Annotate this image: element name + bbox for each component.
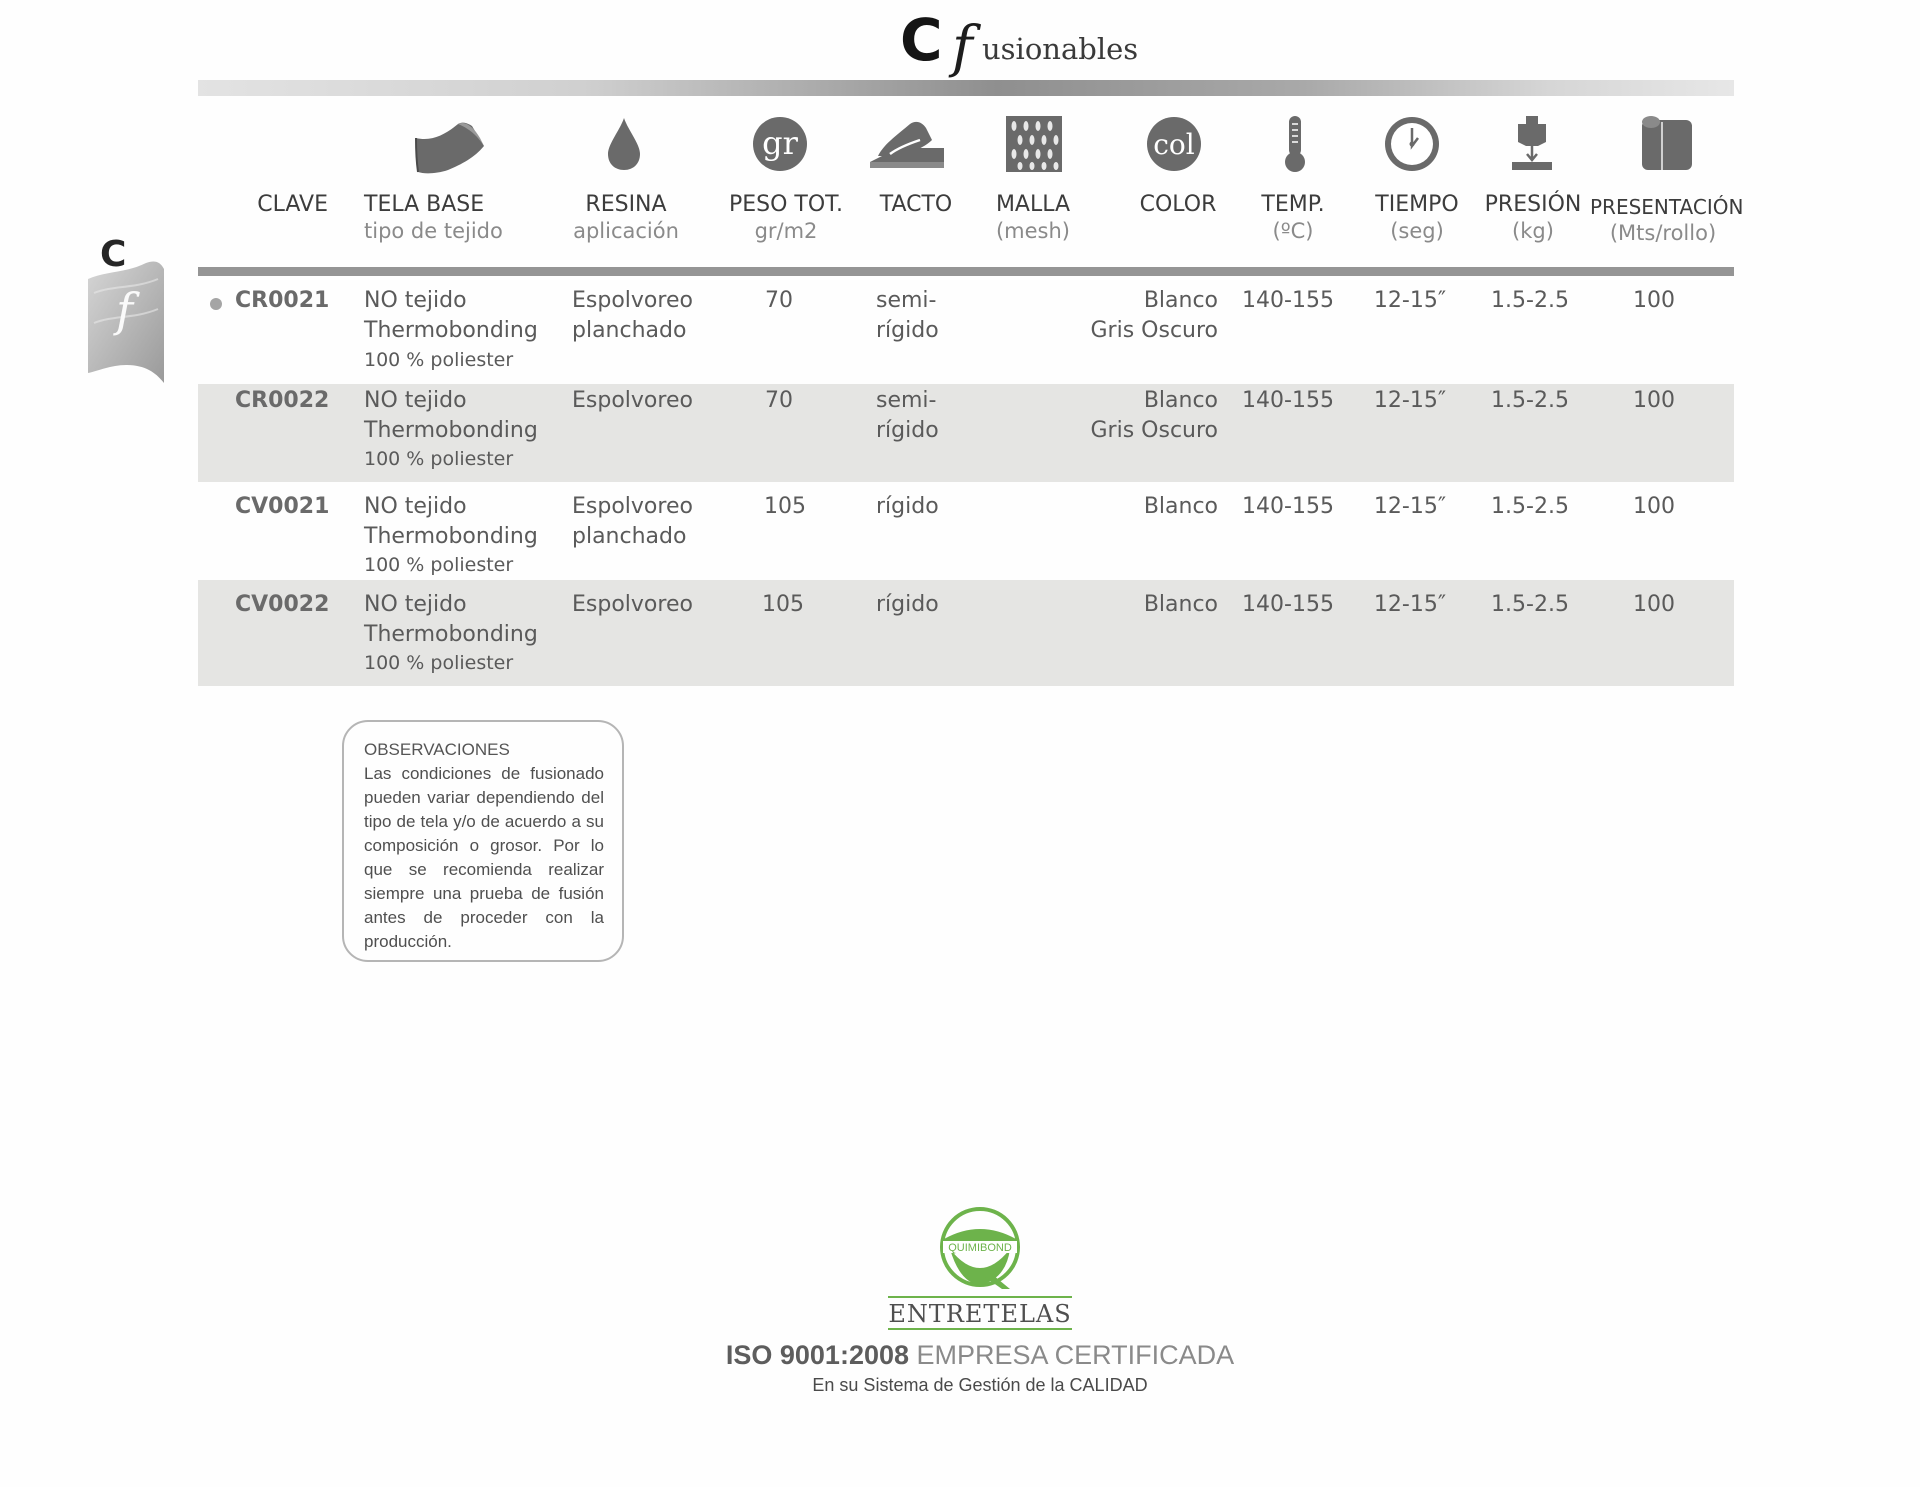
row-tela-small: 100 % poliester [364, 448, 514, 470]
row-tela-small: 100 % poliester [364, 554, 514, 576]
column-header-peso [716, 192, 856, 244]
row-temp: 140-155 [1242, 388, 1334, 413]
column-header-tiempo [1362, 192, 1472, 244]
row-color-line1: Blanco [1143, 288, 1218, 313]
row-resina-line1: Espolvoreo [572, 494, 693, 519]
roll-icon [1640, 114, 1696, 174]
table-row [198, 482, 1734, 580]
observations-box [342, 720, 624, 962]
row-tela-small: 100 % poliester [364, 652, 514, 674]
row-code: CR0022 [235, 388, 330, 413]
row-resina-line1: Espolvoreo [572, 388, 693, 413]
row-presion: 1.5-2.5 [1491, 388, 1569, 413]
column-header-malla [978, 192, 1088, 244]
header-sub: aplicación [573, 219, 679, 243]
row-tiempo: 12-15″ [1373, 388, 1447, 413]
row-tacto-line1: semi- [876, 388, 937, 413]
row-peso: 70 [765, 388, 793, 413]
header-label: RESINA [585, 192, 667, 217]
row-presentacion: 100 [1633, 494, 1675, 519]
row-tela-line2: Thermobonding [364, 622, 538, 647]
iso-certification [700, 1338, 1260, 1372]
iso-light: EMPRESA CERTIFICADA [916, 1340, 1235, 1370]
row-resina-line2: planchado [572, 524, 687, 549]
quimibond-logo-icon [880, 1205, 1080, 1335]
column-header-presion [1478, 192, 1588, 244]
row-peso: 105 [762, 592, 804, 617]
gr-icon-text: gr [762, 124, 798, 162]
row-tela-line2: Thermobonding [364, 418, 538, 443]
row-resina-line1: Espolvoreo [572, 592, 693, 617]
fabric-icon [410, 118, 490, 178]
row-color-line1: Blanco [1143, 494, 1218, 519]
column-header-temp [1248, 192, 1338, 244]
iso-bold: ISO 9001:2008 [725, 1340, 910, 1370]
header-sub: tipo de tejido [364, 219, 503, 243]
header-label: PRESENTACIÓN [1590, 195, 1744, 219]
column-header-tela-base [364, 192, 544, 244]
column-header-tacto [856, 192, 976, 218]
row-tiempo: 12-15″ [1373, 592, 1447, 617]
observations-title: OBSERVACIONES [364, 740, 510, 759]
table-header-divider [198, 267, 1734, 276]
clock-icon [1384, 116, 1440, 172]
header-sub: (kg) [1512, 219, 1554, 243]
row-tacto-line1: rígido [876, 592, 939, 617]
row-tacto-line2: rígido [876, 418, 939, 443]
iso-subtitle: En su Sistema de Gestión de la CALIDAD [812, 1375, 1148, 1395]
row-peso: 70 [765, 288, 793, 313]
row-tela-line1: NO tejido [364, 494, 467, 519]
header-sub: (ºC) [1272, 219, 1314, 243]
row-tacto-line1: rígido [876, 494, 939, 519]
row-code: CR0021 [235, 288, 330, 313]
row-peso: 105 [764, 494, 806, 519]
header-label: MALLA [995, 192, 1071, 217]
table-row [198, 384, 1734, 482]
row-tela-line1: NO tejido [364, 388, 467, 413]
column-header-resina [556, 192, 696, 244]
row-tiempo: 12-15″ [1373, 288, 1447, 313]
header-label: PESO TOT. [728, 192, 844, 217]
section-tab-letter: C [100, 234, 127, 275]
row-tela-line1: NO tejido [364, 288, 467, 313]
title-letter: C [900, 6, 943, 74]
header-sub: (mesh) [995, 219, 1070, 243]
row-tela-line1: NO tejido [364, 592, 467, 617]
drop-icon [606, 116, 642, 172]
observations-text: Las condiciones de fusionado pueden variar dependiendo del tipo de tela y/o de acuerdo a su composición o grosor. Por lo que se recomienda realizar siempre una prueba de fusión antes de proceder con la producción. [364, 764, 604, 951]
row-tacto-line2: rígido [876, 318, 939, 343]
header-sub: (Mts/rollo) [1609, 221, 1717, 245]
row-color-line1: Blanco [1143, 388, 1218, 413]
column-header-clave [248, 192, 328, 218]
column-header-presentacion [1590, 194, 1744, 246]
header-sub: (seg) [1390, 219, 1444, 243]
section-tab-f: f [116, 283, 134, 337]
header-label: PRESIÓN [1484, 192, 1582, 217]
row-tela-small: 100 % poliester [364, 349, 514, 371]
col-icon-text: col [1153, 128, 1195, 161]
row-code: CV0022 [235, 592, 330, 617]
header-label: TELA BASE [364, 192, 485, 217]
row-code: CV0021 [235, 494, 330, 519]
logo-brand: ENTRETELAS [888, 1300, 1072, 1328]
row-color-line2: Gris Oscuro [1090, 318, 1218, 343]
row-resina-line2: planchado [572, 318, 687, 343]
header-sub: gr/m2 [754, 219, 818, 243]
row-color-line1: Blanco [1143, 592, 1218, 617]
col-circle-icon [1146, 116, 1202, 172]
mesh-icon [1006, 116, 1062, 172]
header-gradient-bar [198, 80, 1734, 96]
section-tab [86, 233, 166, 383]
thermometer-icon [1280, 114, 1310, 174]
table-row [198, 580, 1734, 686]
logo-ring-text: QUIMIBOND [948, 1242, 1012, 1254]
row-tiempo: 12-15″ [1373, 494, 1447, 519]
header-label: TACTO [879, 192, 953, 217]
header-label: TEMP. [1261, 192, 1325, 217]
press-icon [1508, 116, 1556, 172]
title-f: f [952, 15, 973, 80]
row-presion: 1.5-2.5 [1491, 592, 1569, 617]
row-presentacion: 100 [1633, 592, 1675, 617]
title-text: usionables [982, 32, 1139, 66]
row-presentacion: 100 [1633, 388, 1675, 413]
row-tela-line2: Thermobonding [364, 524, 538, 549]
column-header-color [1118, 192, 1238, 218]
page-title [900, 5, 1300, 80]
row-tela-line2: Thermobonding [364, 318, 538, 343]
column-header-clave-label: CLAVE [257, 192, 328, 217]
iron-hand-icon [870, 118, 944, 170]
table-row [198, 284, 1734, 384]
header-label: COLOR [1139, 192, 1217, 217]
quimibond-logo [880, 1205, 1080, 1335]
row-presentacion: 100 [1633, 288, 1675, 313]
row-resina-line1: Espolvoreo [572, 288, 693, 313]
row-temp: 140-155 [1242, 494, 1334, 519]
row-color-line2: Gris Oscuro [1090, 418, 1218, 443]
row-bullet-icon [210, 298, 222, 310]
row-tacto-line1: semi- [876, 288, 937, 313]
gr-circle-icon [752, 116, 808, 172]
header-label: TIEMPO [1375, 192, 1459, 217]
row-temp: 140-155 [1242, 288, 1334, 313]
row-presion: 1.5-2.5 [1491, 288, 1569, 313]
row-temp: 140-155 [1242, 592, 1334, 617]
row-presion: 1.5-2.5 [1491, 494, 1569, 519]
